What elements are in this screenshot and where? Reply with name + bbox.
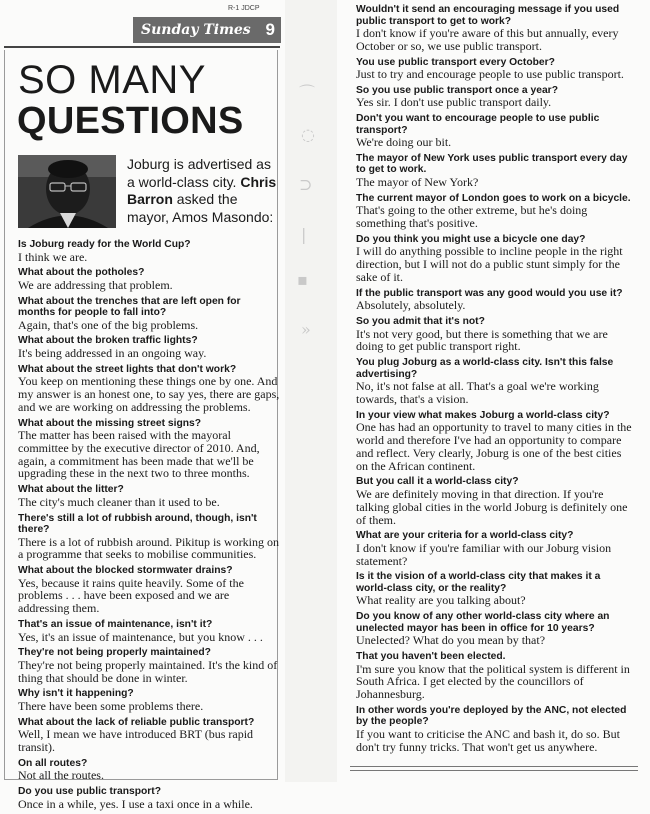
question: In other words you're deployed by the ANC, not elected by the people?: [356, 704, 627, 728]
answer: That's going to the other extreme, but he's doing something that's positive.: [356, 203, 588, 231]
answer: I will do anything possible to incline people in the right direction, but I will not do a public stunt simply for the sake of it.: [356, 244, 623, 284]
left-interview: [18, 239, 280, 814]
question: Is Joburg ready for the World Cup?: [18, 239, 191, 250]
bleed-through-mark: ▪: [297, 270, 308, 289]
left-column: [0, 0, 285, 811]
answer: Yes sir. I don't use public transport daily.: [356, 95, 552, 110]
masthead-rule: [4, 46, 280, 48]
question: In your view what makes Joburg a world-class city?: [356, 409, 610, 421]
answer: I think we are.: [18, 249, 88, 264]
question: What about the street lights that don't work?: [18, 363, 237, 375]
question: What about the blocked stormwater drains?: [18, 565, 233, 577]
question: What about the missing street signs?: [18, 417, 202, 429]
question: Do you know of any other world-class city where an unelected mayor has been in office for 10 years?: [356, 611, 610, 634]
article-intro: [127, 156, 279, 226]
question: They're not being properly maintained?: [18, 647, 211, 659]
question: What about the broken traffic lights?: [18, 335, 198, 347]
answer: The city's much cleaner than it used to be.: [18, 494, 220, 509]
page-code: R-1 JDCP: [228, 5, 260, 12]
headline-line-1: SO MANY: [18, 58, 206, 102]
question: Is it the vision of a world-class city that makes it a world-class city, or the reality?: [356, 571, 601, 594]
answer: I don't know if you're familiar with our Joburg vision statement?: [356, 540, 612, 568]
intro-text: Joburg is advertised as a world-class city.: [127, 156, 271, 190]
answer: It's being addressed in an ongoing way.: [18, 345, 207, 360]
answer: I don't know if you're aware of this but annually, every October or so, we use public transport.: [356, 26, 619, 53]
bleed-through-mark: |: [301, 225, 307, 244]
answer: Once in a while, yes. I use a taxi once in a while.: [18, 796, 253, 811]
intro-author: Chris Barron: [127, 173, 277, 207]
answer: I'm sure you know that the political system is different in South Africa. I get elected by the councillors of Johannesburg.: [356, 661, 630, 702]
question: On all routes?: [18, 757, 88, 769]
answer: You keep on mentioning these things one by one. And my answer is an honest one, to say yes, there are gaps, and we are working on addressing the problems.: [18, 374, 280, 414]
end-rule: [350, 766, 638, 767]
intro-text-end: asked the mayor, Amos Masondo:: [127, 191, 274, 225]
question: Why isn't it happening?: [18, 688, 134, 700]
question: You plug Joburg as a world-class city. Isn't this false advertising?: [356, 357, 614, 380]
question: That's an issue of maintenance, isn't it?: [18, 619, 213, 631]
answer: Again, that's one of the big problems.: [18, 317, 199, 332]
question: Do you use public transport?: [18, 786, 162, 798]
question: You use public transport every October?: [356, 56, 555, 68]
end-rule-2: [350, 770, 638, 771]
answer: We're doing our bit.: [356, 135, 452, 150]
answer: Yes, it's an issue of maintenance, but you know . . .: [18, 629, 263, 644]
answer: Just to try and encourage people to use public transport.: [356, 67, 624, 82]
answer: There have been some problems there.: [18, 698, 204, 713]
answer: The matter has been raised with the mayoral committee by the executive director of 2010. And, again, a commitment has been made that we'll be upgrading these in the next two to three months.: [18, 428, 260, 481]
right-column: [340, 0, 632, 782]
answer: If you want to criticise the ANC and bash it, do so. But don't try funny tricks. That won't get us anywhere.: [356, 726, 620, 754]
answer: We are addressing that problem.: [18, 277, 173, 292]
answer: The mayor of New York?: [356, 174, 479, 189]
bleed-through-mark: ⌒: [299, 83, 316, 102]
question: Don't you want to encourage people to use public transport?: [356, 113, 600, 136]
question: If the public transport was any good would you use it?: [356, 287, 623, 299]
answer: Unelected? What do you mean by that?: [356, 633, 546, 648]
answer: We are definitely moving in that direction. If you're talking global cities in the world Joburg is definitely one of them.: [356, 486, 628, 527]
answer: No, it's not false at all. That's a goal we're working towards, that's a vision.: [356, 379, 599, 406]
masthead: [133, 17, 281, 43]
answer: Not all the routes.: [18, 768, 104, 783]
question: So you admit that it's not?: [356, 316, 485, 328]
answer: Well, I mean we have introduced BRT (bus rapid transit).: [18, 727, 254, 755]
answer: It's not very good, but there is something that we are doing to get public transport right.: [356, 326, 608, 354]
bleed-through-mark: »: [301, 320, 311, 339]
answer: One has had an opportunity to travel to many cities in the world and therefore I've had an opportunity to compare and reflect. Very clearly, Joburg is one of the best cities on the African continent.: [356, 420, 632, 473]
right-interview: [356, 4, 632, 758]
question: What about the potholes?: [18, 267, 145, 279]
bleed-through-mark: ◌: [301, 125, 315, 144]
question: But you call it a world-class city?: [356, 476, 519, 488]
answer: What reality are you talking about?: [356, 593, 526, 608]
headline-line-2: QUESTIONS: [17, 100, 244, 142]
paper-name: Sunday Times: [141, 22, 251, 38]
answer: There is a lot of rubbish around. Pikitup is working on a programme that seeks to mobilise communities.: [18, 534, 279, 562]
question: That you haven't been elected.: [356, 651, 506, 663]
question: What are your criteria for a world-class city?: [356, 530, 574, 542]
question: There's still a lot of rubbish around, though, isn't there?: [18, 512, 257, 536]
bleed-through-mark: ⊃: [299, 175, 313, 194]
mayor-photo: [18, 155, 116, 228]
column-gutter: [285, 0, 337, 782]
question: The mayor of New York uses public transport every day to get to work.: [356, 152, 628, 176]
question: What about the trenches that are left open for months for people to fall into?: [18, 295, 241, 319]
question: What about the lack of reliable public transport?: [18, 716, 255, 728]
question: Wouldn't it send an encouraging message if you used public transport to get to work?: [356, 4, 620, 27]
page-number: 9: [265, 20, 275, 39]
question: Do you think you might use a bicycle one day?: [356, 233, 586, 245]
question: The current mayor of London goes to work on a bicycle.: [356, 192, 631, 204]
question: So you use public transport once a year?: [356, 84, 558, 96]
question: What about the litter?: [18, 484, 124, 496]
answer: They're not being properly maintained. It's the kind of thing that should be done in winter.: [18, 657, 278, 685]
answer: Yes, because it rains quite heavily. Some of the problems . . . have been exposed and we are addressing them.: [18, 575, 244, 616]
answer: Absolutely, absolutely.: [356, 298, 466, 313]
